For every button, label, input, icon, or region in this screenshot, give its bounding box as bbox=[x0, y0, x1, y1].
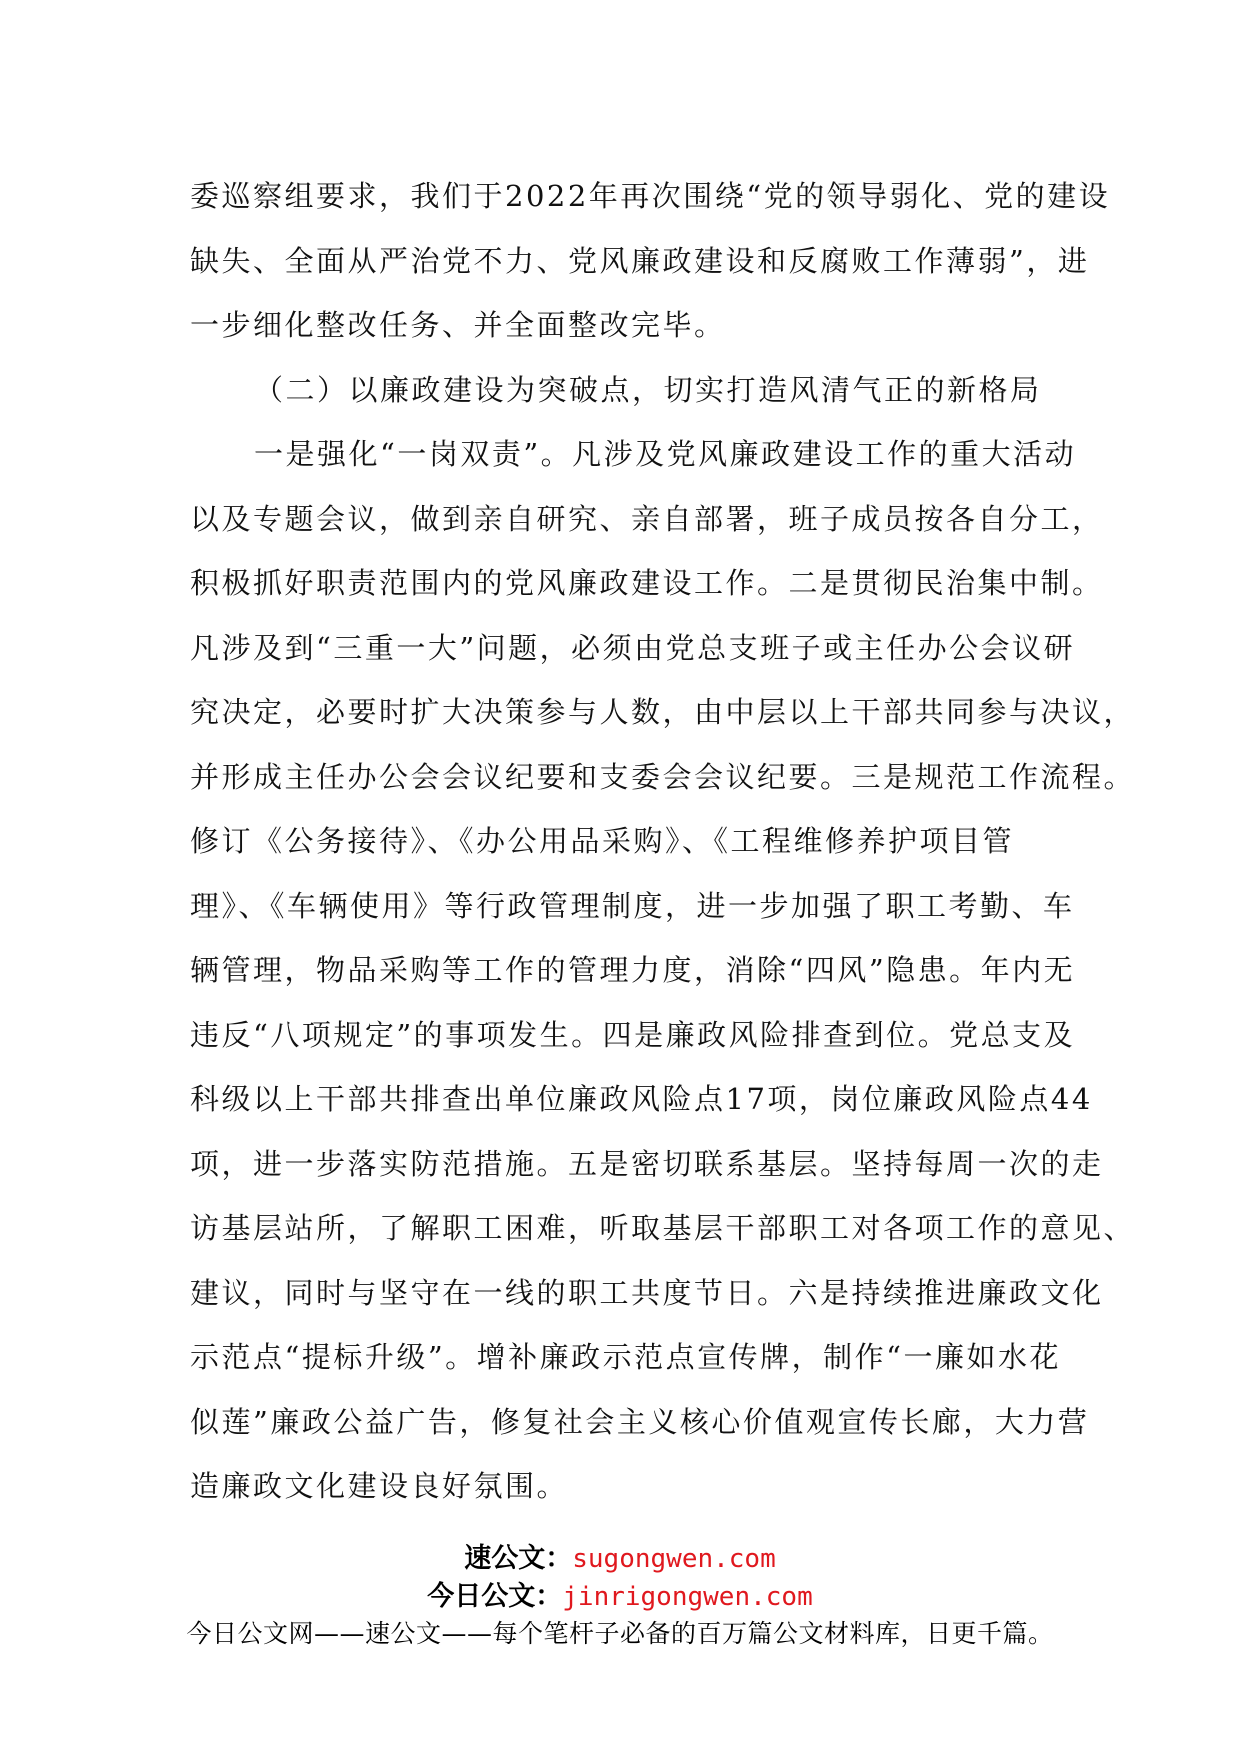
body-line: 建议，同时与坚守在一线的职工共度节日。六是持续推进廉政文化 bbox=[190, 1275, 1104, 1310]
footer-sugongwen bbox=[0, 1536, 1240, 1575]
body-line: 访基层站所，了解职工困难，听取基层干部职工对各项工作的意见、 bbox=[190, 1211, 1136, 1245]
body-line: 究决定，必要时扩大决策参与人数，由中层以上干部共同参与决议， bbox=[190, 695, 1136, 729]
body-line: 缺失、全面从严治党不力、党风廉政建设和反腐败工作薄弱”，进 bbox=[190, 243, 1090, 278]
body-line: 项，进一步落实防范措施。五是密切联系基层。坚持每周一次的走 bbox=[190, 1146, 1104, 1181]
body-line: 委巡察组要求，我们于2022年再次围绕“党的领导弱化、党的建设 bbox=[190, 179, 1111, 213]
body-line: 违反“八项规定”的事项发生。四是廉政风险排查到位。党总支及 bbox=[190, 1017, 1076, 1052]
body-line: 并形成主任办公会会议纪要和支委会会议纪要。三是规范工作流程。 bbox=[190, 759, 1136, 794]
body-line: 以及专题会议，做到亲自研究、亲自部署，班子成员按各自分工， bbox=[190, 501, 1104, 536]
body-line: 一是强化“一岗双责”。凡涉及党风廉政建设工作的重大活动 bbox=[254, 437, 1077, 471]
body-line: 修订《公务接待》、《办公用品采购》、《工程维修养护项目管 bbox=[190, 824, 1015, 858]
body-line: 科级以上干部共排查出单位廉政风险点17项，岗位廉政风险点44 bbox=[190, 1082, 1093, 1116]
footer-jinrigongwen bbox=[0, 1574, 1240, 1613]
body-line: 理》、《车辆使用》等行政管理制度，进一步加强了职工考勤、车 bbox=[190, 888, 1075, 923]
document-body bbox=[190, 164, 1136, 1519]
section-heading: （二）以廉政建设为突破点，切实打造风清气正的新格局 bbox=[254, 372, 1042, 407]
footer-link-sugongwen[interactable]: sugongwen.com bbox=[572, 1544, 776, 1574]
footer-link-jinrigongwen[interactable]: jinrigongwen.com bbox=[562, 1582, 813, 1612]
body-line: 造廉政文化建设良好氛围。 bbox=[190, 1469, 569, 1503]
body-line: 凡涉及到“三重一大”问题，必须由党总支班子或主任办公会议研 bbox=[190, 630, 1076, 665]
body-line: 一步细化整改任务、并全面整改完毕。 bbox=[190, 308, 726, 342]
body-line: 示范点“提标升级”。增补廉政示范点宣传牌，制作“一廉如水花 bbox=[190, 1340, 1061, 1374]
footer-label-jinrigongwen: 今日公文： bbox=[427, 1581, 563, 1612]
body-line: 似莲”廉政公益广告，修复社会主义核心价值观宣传长廊，大力营 bbox=[190, 1404, 1090, 1439]
footer-tagline: 今日公文网——速公文——每个笔杆子必备的百万篇公文材料库，日更千篇。 bbox=[186, 1619, 1054, 1648]
body-line: 积极抓好职责范围内的党风廉政建设工作。二是贯彻民治集中制。 bbox=[190, 566, 1104, 600]
footer-label-sugongwen: 速公文： bbox=[464, 1543, 573, 1574]
body-line: 辆管理，物品采购等工作的管理力度，消除“四风”隐患。年内无 bbox=[190, 953, 1076, 987]
